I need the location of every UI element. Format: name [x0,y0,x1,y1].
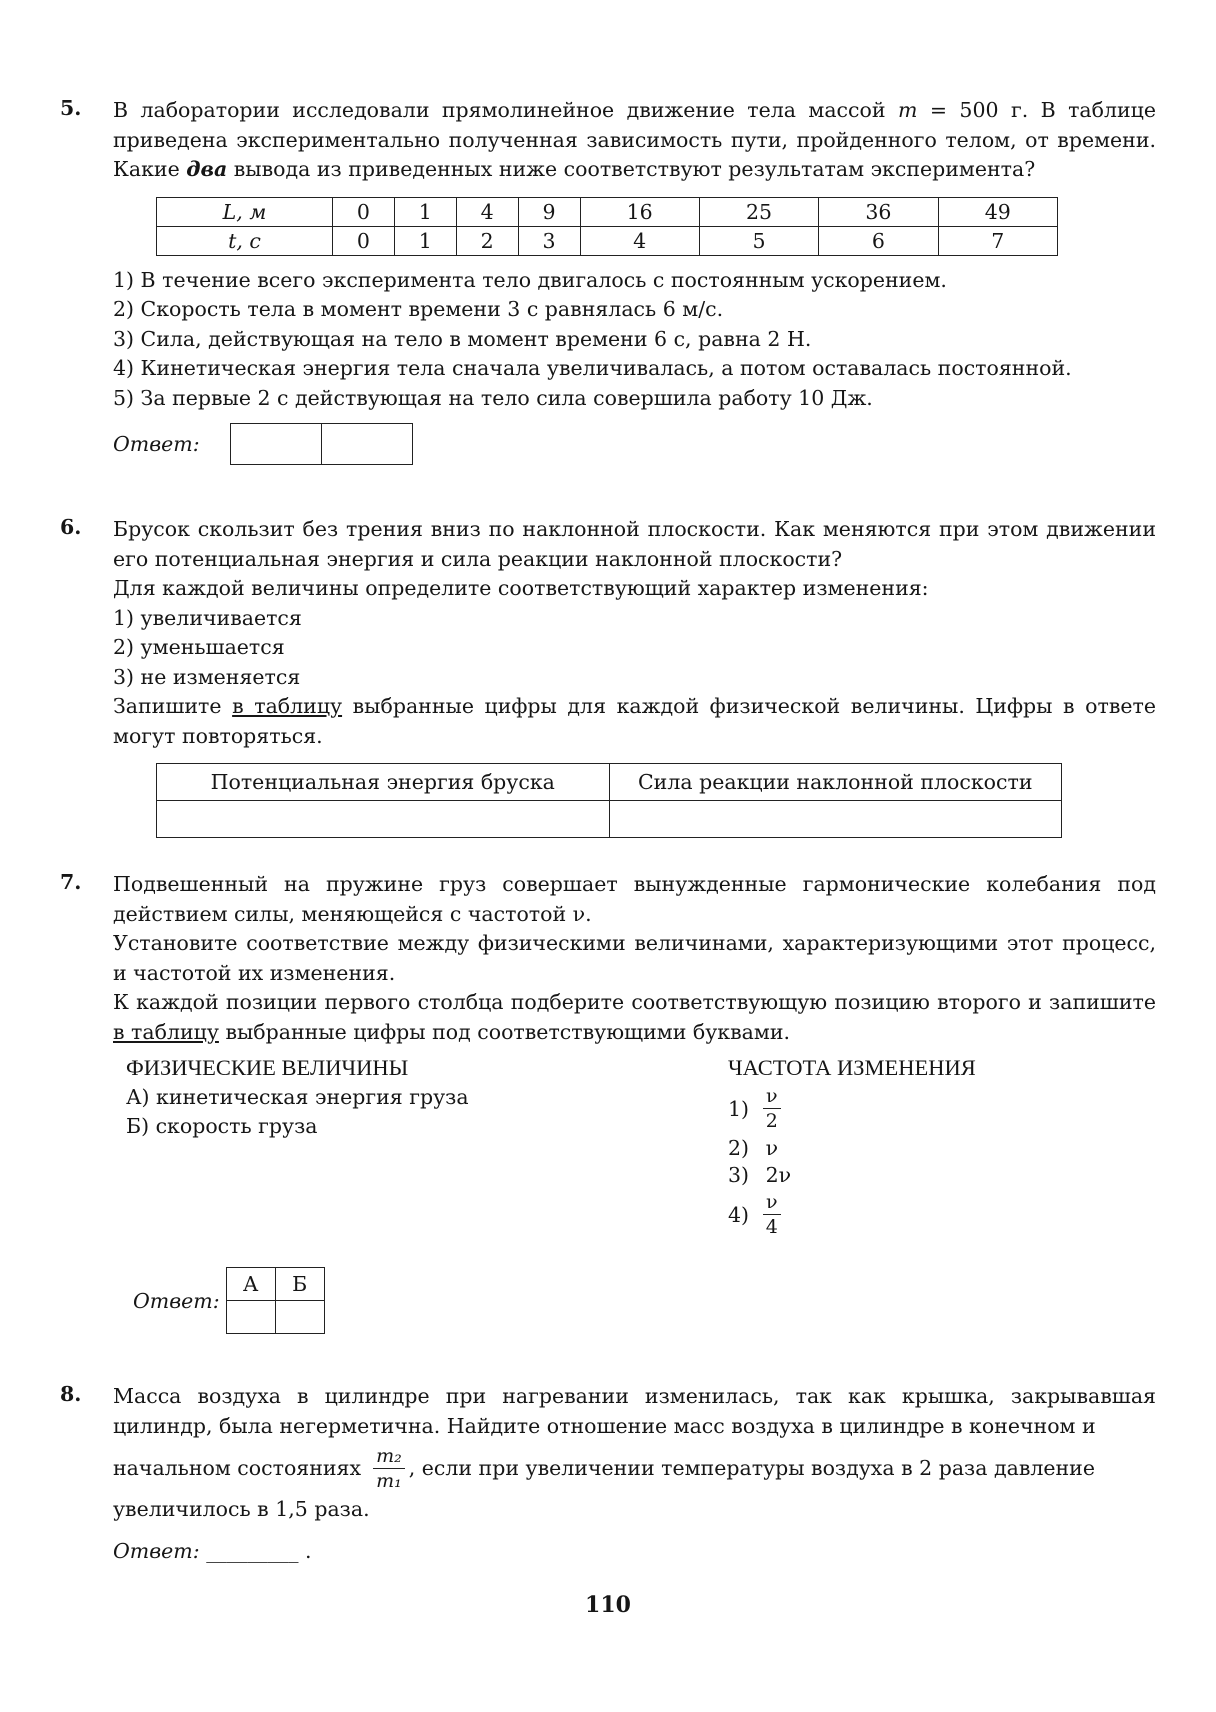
option: 4) Кинетическая энергия тела сначала увеличивалась, а потом оставалась постоянной. [113,356,1072,380]
answer-box[interactable] [230,423,413,465]
left-column: ФИЗИЧЕСКИЕ ВЕЛИЧИНЫ А) кинетическая энергия груза Б) скорость груза [126,1053,469,1142]
option: 2) уменьшается [113,635,285,659]
answer-cell[interactable] [157,801,610,838]
answer-label: Ответ: [113,1538,200,1563]
answer-cell[interactable] [226,1301,275,1334]
answer-cell[interactable] [275,1301,324,1334]
fraction: $\frac{\nu}{2}$ [763,1087,781,1131]
task-text: Масса воздуха в цилиндре при нагревании изменилась, так как крышка, закрывавшая цилиндр, была негерметична. Найдите отношение масс воздуха в цилиндре в конечном и начальном состояниях $\frac{\text{m₂}}{\text{m₁}}$ , если при увеличении температуры воздуха в 2 раза давление увеличилось в 1,5 раза. [113,1384,1156,1521]
answer-table [226,1267,325,1334]
list-item: 3) 2ν [728,1162,792,1187]
page-number: 110 [585,1592,631,1618]
answer-field[interactable]: _________ [206,1538,299,1563]
fraction: $\frac{\text{m₂}}{\text{m₁}}$ [373,1447,405,1491]
list-item: Б) скорость груза [126,1114,318,1138]
table-row [157,801,1062,838]
task-number: 7. [60,870,82,894]
option: 3) Сила, действующая на тело в момент времени 6 с, равна 2 Н. [113,326,812,351]
data-table [156,197,1058,256]
task-6 [60,515,1156,838]
matching-section [60,1053,1156,1263]
answer-cell[interactable] [321,424,412,464]
answer-row [133,1267,1156,1334]
option: 5) За первые 2 с действующая на тело сила совершила работу 10 Дж. [113,385,873,410]
task-5 [60,96,1156,465]
task-number: 5. [60,96,82,120]
fraction: $\frac{\nu}{4}$ [763,1193,781,1237]
list-item: 2) ν [728,1135,779,1160]
task-8 [60,1382,1156,1563]
task-number: 8. [60,1382,82,1406]
task-text: В лаборатории исследовали прямолинейное движение тела массой m = 500 г. В таблице приведена экспериментально полученная зависимость пути, пройденного телом, от времени. Какие два вывода из приведенных ниже соответствуют результатам эксперимента? [113,98,1156,181]
task-number: 6. [60,515,82,539]
list-item: 4) $\frac{\nu}{4}$ [728,1189,976,1241]
answer-row: Ответ: _________ . [113,1538,312,1563]
option: 2) Скорость тела в момент времени 3 с равнялась 6 м/с. [113,297,724,321]
answer-cell[interactable] [231,424,321,464]
right-column: ЧАСТОТА ИЗМЕНЕНИЯ 1) $\frac{\nu}{2}$ 2) ν 3) 2ν 4) $\frac{\nu}{4}$ [728,1053,976,1241]
table-row: t, с 0 1 2 3 4 5 6 7 [157,226,1058,255]
options-list [113,266,1156,414]
options-list [113,604,1156,693]
task-text: Брусок скользит без трения вниз по наклонной плоскости. Как меняются при этом движении его потенциальная энергия и сила реакции наклонной плоскости? Для каждой величины определите соответствующий характер изменения: [113,517,1156,600]
answer-cell[interactable] [609,801,1062,838]
answer-table [156,763,1062,838]
table-row: Потенциальная энергия бруска Сила реакции наклонной плоскости [157,764,1062,801]
answer-label: Ответ: [133,1288,220,1313]
table-row: А Б [226,1268,324,1301]
task-text: Запишите в таблицу выбранные цифры для каждой физической величины. Цифры в ответе могут повторяться. [113,694,1156,748]
list-item: 1) $\frac{\nu}{2}$ [728,1083,976,1135]
list-item: А) кинетическая энергия груза [126,1084,469,1109]
answer-row [113,423,1156,465]
task-7 [60,870,1156,1334]
table-row: L, м 0 1 4 9 16 25 36 49 [157,197,1058,226]
task-text: Подвешенный на пружине груз совершает вынужденные гармонические колебания под действием силы, меняющейся с частотой ν. Установите соответствие между физическими величинами, характеризующими этот процесс, и частотой их изменения. К каждой позиции первого столбца подберите соответствующую позицию второго и запишите в таблицу выбранные цифры под соответствующими буквами. [113,872,1156,1044]
table-row [226,1301,324,1334]
option: 1) увеличивается [113,605,302,630]
answer-label: Ответ: [113,432,200,456]
option: 3) не изменяется [113,664,301,689]
option: 1) В течение всего эксперимента тело двигалось с постоянным ускорением. [113,267,947,292]
